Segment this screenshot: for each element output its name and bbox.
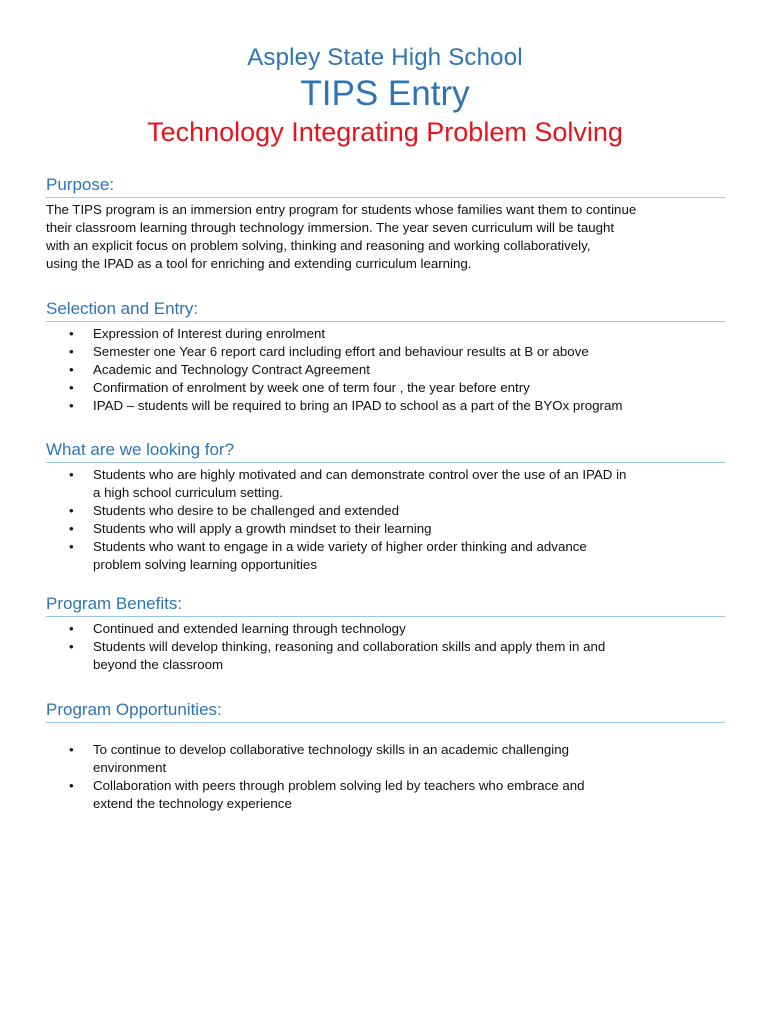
list-item: • Students who are highly motivated and can demonstrate control over the use of an IPAD in a high school curriculum setting. [69,467,627,500]
bullet-icon: • [69,362,74,377]
bullet-icon: • [69,380,74,395]
bullet-icon: • [69,326,74,341]
bullet-icon: • [69,344,74,359]
bullet-icon: • [69,742,74,757]
page-subtitle: Technology Integrating Problem Solving [147,117,623,147]
bullet-icon: • [69,639,74,654]
looking-for-list [46,466,725,574]
school-name: Aspley State High School [247,44,523,71]
bullet-icon: • [69,398,74,413]
list-item: • IPAD – students will be required to bring an IPAD to school as a part of the BYOx program [69,398,623,413]
bullet-icon: • [69,503,74,518]
list-item: • Students who desire to be challenged and extended [69,503,400,518]
selection-list [46,325,725,415]
purpose-line: using the IPAD as a tool for enriching and extending curriculum learning. [46,256,472,271]
list-item: • Expression of Interest during enrolment [69,326,326,341]
bullet-icon: • [69,521,74,536]
purpose-heading: Purpose: [46,175,725,198]
benefits-section [46,594,725,674]
purpose-line: with an explicit focus on problem solving, thinking and reasoning and working collaboratively, [46,238,591,253]
opportunities-list [46,741,725,813]
looking-for-section [46,440,725,574]
list-item: • Academic and Technology Contract Agreement [69,362,370,377]
purpose-paragraph [46,201,725,273]
benefits-list [46,620,725,674]
list-item: • Continued and extended learning through technology [69,621,406,636]
bullet-icon: • [69,621,74,636]
list-item: • Students who will apply a growth mindset to their learning [69,521,432,536]
purpose-section [46,175,725,273]
list-item: • Students will develop thinking, reasoning and collaboration skills and apply them in and beyond the classroom [69,639,606,672]
list-item: • Confirmation of enrolment by week one of term four , the year before entry [69,380,530,395]
selection-section [46,299,725,415]
list-item: • Collaboration with peers through problem solving led by teachers who embrace and extend the technology experience [69,778,585,811]
selection-heading: Selection and Entry: [46,299,725,322]
bullet-icon: • [69,467,74,482]
list-item: • Students who want to engage in a wide variety of higher order thinking and advance problem solving learning opportunities [69,539,587,572]
bullet-icon: • [69,539,74,554]
opportunities-heading: Program Opportunities: [46,700,725,723]
list-item: • Semester one Year 6 report card including effort and behaviour results at B or above [69,344,589,359]
opportunities-section [46,700,725,813]
purpose-line: their classroom learning through technology immersion. The year seven curriculum will be taught [46,220,615,235]
list-item: • To continue to develop collaborative technology skills in an academic challenging environment [69,742,570,775]
purpose-line: The TIPS program is an immersion entry program for students whose families want them to continue [46,202,637,217]
benefits-heading: Program Benefits: [46,594,725,617]
page-title: TIPS Entry [300,74,470,113]
bullet-icon: • [69,778,74,793]
looking-for-heading: What are we looking for? [46,440,725,463]
